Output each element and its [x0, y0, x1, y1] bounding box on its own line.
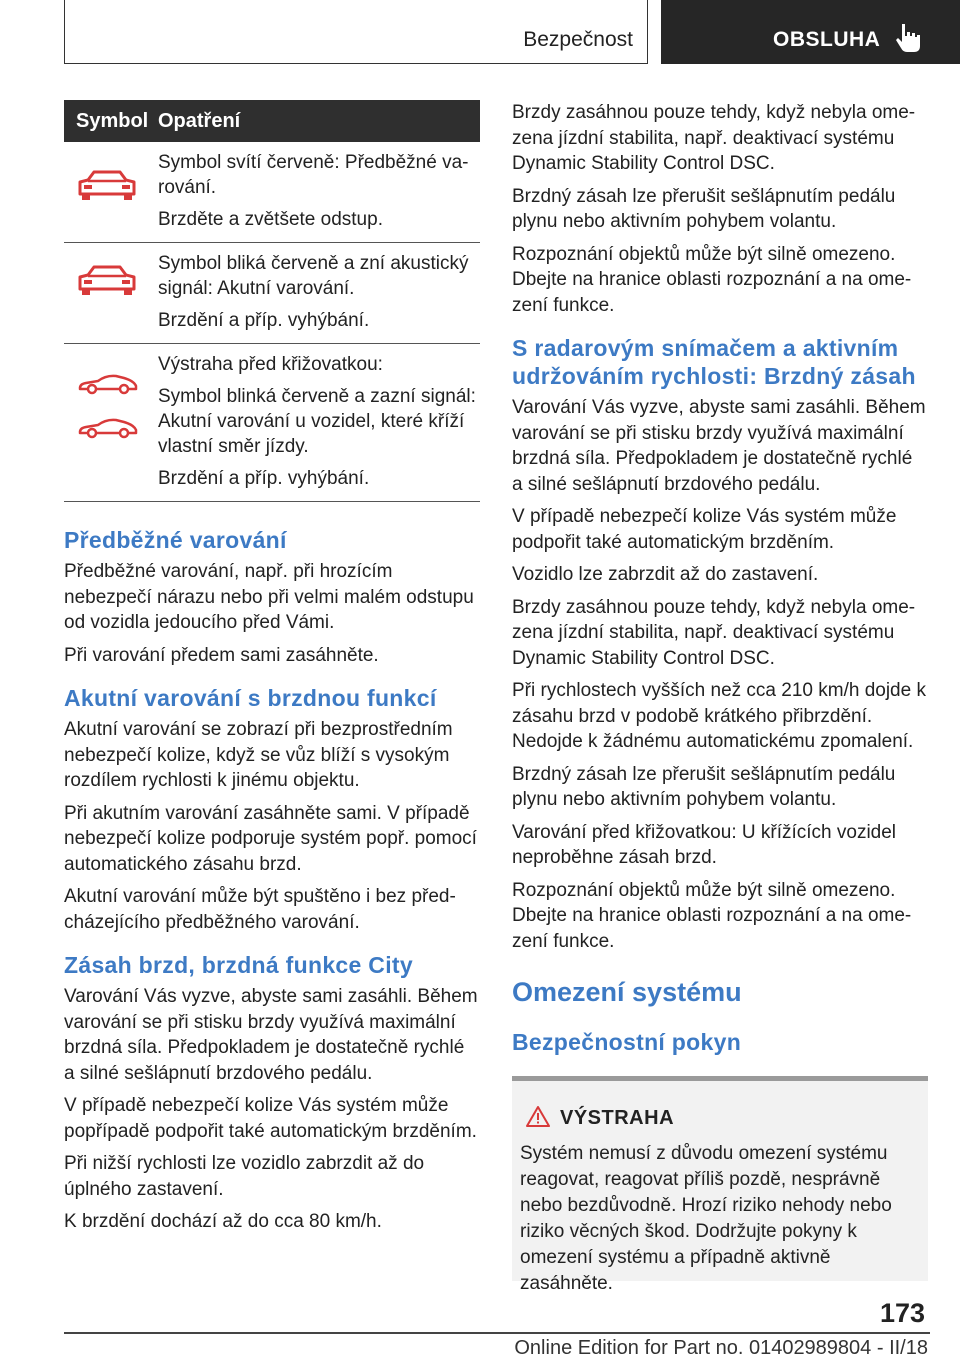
action-text: Brzděte a zvětšete odstup. [158, 209, 383, 230]
paragraph: Brzdy zasáhnou pouze tehdy, když nebyla omezena jízdní stabilita, např. deaktivací systému Dynamic Stability Control DSC. [512, 596, 916, 669]
page-number: 173 [880, 1298, 926, 1328]
car-side-crossing-icon [76, 414, 140, 440]
section-city [64, 951, 480, 1235]
section-radar [512, 334, 928, 954]
warning-triangle-icon [526, 1105, 550, 1127]
col-header-action: Opatření [158, 100, 480, 142]
paragraph: Brzdy zasáhnou pouze tehdy, když nebyla omezena jízdní stabilita, např. deaktivací systému Dynamic Stability Control DSC. [512, 102, 916, 174]
symbol-cell [64, 142, 158, 243]
left-column [64, 100, 480, 1242]
warning-box [512, 1076, 928, 1294]
action-text: Brzdění a příp. vyhýbání. [158, 468, 370, 489]
paragraph: Akutní varování se zobrazí při bezprostředním nebezpečí kolize, když se vůz blíží s vysokým rozdílem rychlosti k jinému objektu. [64, 719, 453, 791]
paragraph: V případě nebezpečí kolize Vás systém může podpořit také automatickým brzděním. [512, 506, 897, 553]
warning-text: Systém nemusí z důvodu omezení systému reagovat, reagovat příliš pozdě, nesprávně nebo bezdůvodně. Hrozí riziko nehody nebo riziko věcných škod. Dodržujte pokyny k omezení systému a případně aktivně zasáhněte. [520, 1143, 892, 1294]
section-heading: Předběžné varování [64, 527, 287, 553]
right-column [512, 100, 928, 1056]
table-row [64, 142, 480, 243]
section-heading: Zásah brzd, brzdná funkce City [64, 952, 413, 978]
section-predbezne [64, 526, 480, 668]
paragraph: Akutní varování může být spuštěno i bez předcházejícího předběžného varování. [64, 886, 456, 933]
paragraph: Při akutním varování zasáhněte sami. V případě nebezpečí kolize podporuje systém popř. pomocí automatického zásahu brzd. [64, 802, 477, 875]
car-front-warning-icon [74, 166, 140, 206]
paragraph: Varování před křižovatkou: U křížících vozidel neproběhne zásah brzd. [512, 821, 897, 868]
action-cell [158, 344, 480, 502]
action-cell [158, 243, 480, 344]
paragraph: Při nižší rychlosti lze vozidlo zabrzdit až do úplného zastavení. [64, 1153, 425, 1200]
symbol-table [64, 100, 480, 502]
paragraph: Brzdný zásah lze přerušit sešlápnutím pedálu plynu nebo aktivním pohybem volantu. [512, 763, 896, 810]
hand-pointer-icon [893, 22, 923, 54]
action-cell [158, 142, 480, 243]
footer-edition: Online Edition for Part no. 01402989804 - II/18 [514, 1337, 928, 1359]
symbol-cell [64, 344, 158, 502]
paragraph: Rozpoznání objektů může být silně omezeno. Dbejte na hranice oblasti rozpoznání a na omezení funkce. [512, 879, 912, 952]
paragraph: V případě nebezpečí kolize Vás systém může popřípadě podpořit také automatickým brzděním. [64, 1095, 477, 1142]
symbol-cell [64, 243, 158, 344]
paragraph: Rozpoznání objektů může být silně omezeno. Dbejte na hranice oblasti rozpoznání a na omezení funkce. [512, 243, 912, 316]
paragraph: Brzdný zásah lze přerušit sešlápnutím pedálu plynu nebo aktivním pohybem volantu. [512, 185, 896, 232]
action-text: Symbol bliká červeně a zní akustický signál: Akutní varování. [158, 253, 469, 299]
action-text: Symbol svítí červeně: Předběžné varování. [158, 152, 469, 198]
action-text: Výstraha před křižovatkou: [158, 354, 383, 375]
car-side-crossing-icon [76, 370, 140, 396]
section-limits [512, 976, 928, 1056]
section-heading: Akutní varování s brzdnou funkcí [64, 685, 437, 711]
section-title: Bezpečnost [523, 28, 633, 51]
warning-title: VÝSTRAHA [560, 1107, 675, 1129]
chapter-heading: Omezení systému [512, 977, 742, 1007]
chapter-title: OBSLUHA [773, 28, 881, 51]
header-section-box [64, 0, 648, 64]
car-front-warning-icon [74, 261, 140, 301]
paragraph: Předběžné varování, např. při hrozícím nebezpečí nárazu nebo při velmi malém odstupu od vozidla jedoucího před Vámi. [64, 561, 474, 633]
table-row [64, 243, 480, 344]
section-heading: S radarovým snímačem a aktivním udržováním rychlosti: Brzdný zásah [512, 335, 916, 389]
paragraph: K brzdění dochází až do cca 80 km/h. [64, 1211, 382, 1232]
footer-divider [64, 1332, 930, 1334]
paragraph: Při varování předem sami zasáhněte. [64, 644, 379, 666]
action-text: Brzdění a příp. vyhýbání. [158, 310, 370, 331]
section-akutni [64, 684, 480, 935]
col-header-symbol: Symbol [64, 100, 158, 142]
paragraph: Varování Vás vyzve, abyste sami zasáhli. Během varování se při stisku brzdy využívá maximální brzdná síla. Předpokladem je dostatečně rychlé a silné sešlápnutí brzdového pedálu. [64, 986, 478, 1084]
header-chapter-box [661, 0, 960, 64]
table-row [64, 344, 480, 502]
paragraph: Varování Vás vyzve, abyste sami zasáhli. Během varování se při stisku brzdy využívá maximální brzdná síla. Předpokladem je dostatečně rychlé a silné sešlápnutí brzdového pedálu. [512, 397, 926, 495]
paragraph: Při rychlostech vyšších než cca 210 km/h dojde k zásahu brzd v podobě krátkého přibrzdění. Nedojde k žádnému automatickému zpomalení. [512, 680, 926, 752]
paragraph: Vozidlo lze zabrzdit až do zastavení. [512, 564, 819, 585]
action-text: Symbol blinká červeně a zazní signál: Akutní varování u vozidel, které kříží vlastní směr jízdy. [158, 386, 476, 457]
subsection-heading: Bezpečnostní pokyn [512, 1029, 742, 1055]
page-header [0, 0, 960, 66]
